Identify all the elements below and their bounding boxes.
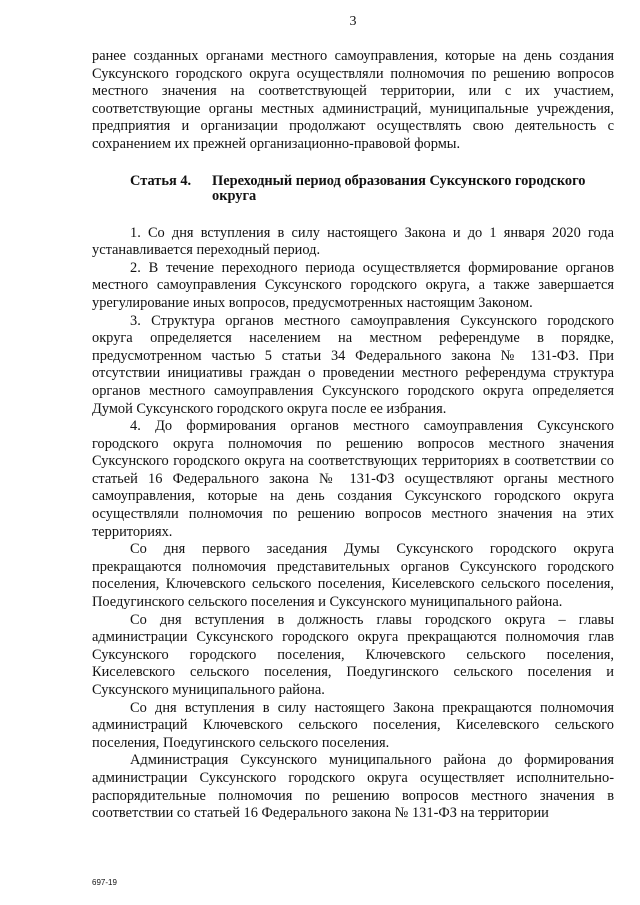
page-number: 3 xyxy=(349,14,357,29)
paragraph-district-administration: Администрация Суксунского муниципального района до формирования администрации Суксунского городского округа осуществляет исполнительно-распорядительные полномочия по решению вопросов местного значения в соответствии со статьей 16 Федерального закона № 131-ФЗ на территории xyxy=(92,752,614,822)
article-number: Статья 4. xyxy=(130,172,192,189)
footer-document-code: 697-19 xyxy=(92,878,117,887)
intro-paragraph: ранее созданных органами местного самоуправления, которые на день создания Суксунского городского округа осуществляли полномочия по решению вопросов местного значения на соответствующей территории, или с их участием, соответствующие органы местных администраций, муниципальные учреждения, предприятия и организации продолжают осуществлять свою деятельность с сохранением их прежней организационно-правовой формы. xyxy=(92,48,614,152)
article-title: Переходный период образования Суксунского городского округа xyxy=(212,172,586,205)
paragraph-3: 3. Структура органов местного самоуправления Суксунского городского округа определяется населением на местном референдуме в порядке, предусмотренном частью 5 статьи 34 Федерального закона № 131-ФЗ. При отсутствии инициативы граждан о проведении местного референдума структура органов местного самоуправления Суксунского городского округа определяется Думой Суксунского городского округа после ее избрания. xyxy=(92,312,614,417)
paragraph-1: 1. Со дня вступления в силу настоящего Закона и до 1 января 2020 года устанавливается переходный период. xyxy=(92,224,614,259)
document-page xyxy=(92,14,614,823)
paragraph-4: 4. До формирования органов местного самоуправления Суксунского городского округа полномочия по решению вопросов местного значения Суксунского городского округа на соответствующих территориях в соответствии со статьей 16 Федерального закона № 131-ФЗ осуществляют органы местного самоуправления, которые на день создания Суксунского городского округа осуществляли полномочия по решению вопросов местного значения на этих территориях. xyxy=(92,418,614,540)
paragraph-administrations: Со дня вступления в силу настоящего Закона прекращаются полномочия администраций Ключевского сельского поселения, Киселевского сельского поселения, Поедугинского сельского поселения. xyxy=(92,699,614,751)
paragraph-representative-bodies: Со дня первого заседания Думы Суксунского городского округа прекращаются полномочия представительных органов Суксунского городского поселения, Ключевского сельского поселения, Киселевского сельского поселения, Поедугинского сельского поселения и Суксунского муниципального района. xyxy=(92,541,614,611)
paragraph-heads: Со дня вступления в должность главы городского округа – главы администрации Суксунского городского округа прекращаются полномочия глав Суксунского городского поселения, Ключевского сельского поселения, Киселевского сельского поселения, Поедугинского сельского поселения и Суксунского муниципального района. xyxy=(92,611,614,698)
paragraph-2: 2. В течение переходного периода осуществляется формирование органов местного самоуправления Суксунского городского округа, а также завершается урегулирование иных вопросов, предусмотренных настоящим Законом. xyxy=(92,259,614,311)
article-heading xyxy=(92,174,614,205)
